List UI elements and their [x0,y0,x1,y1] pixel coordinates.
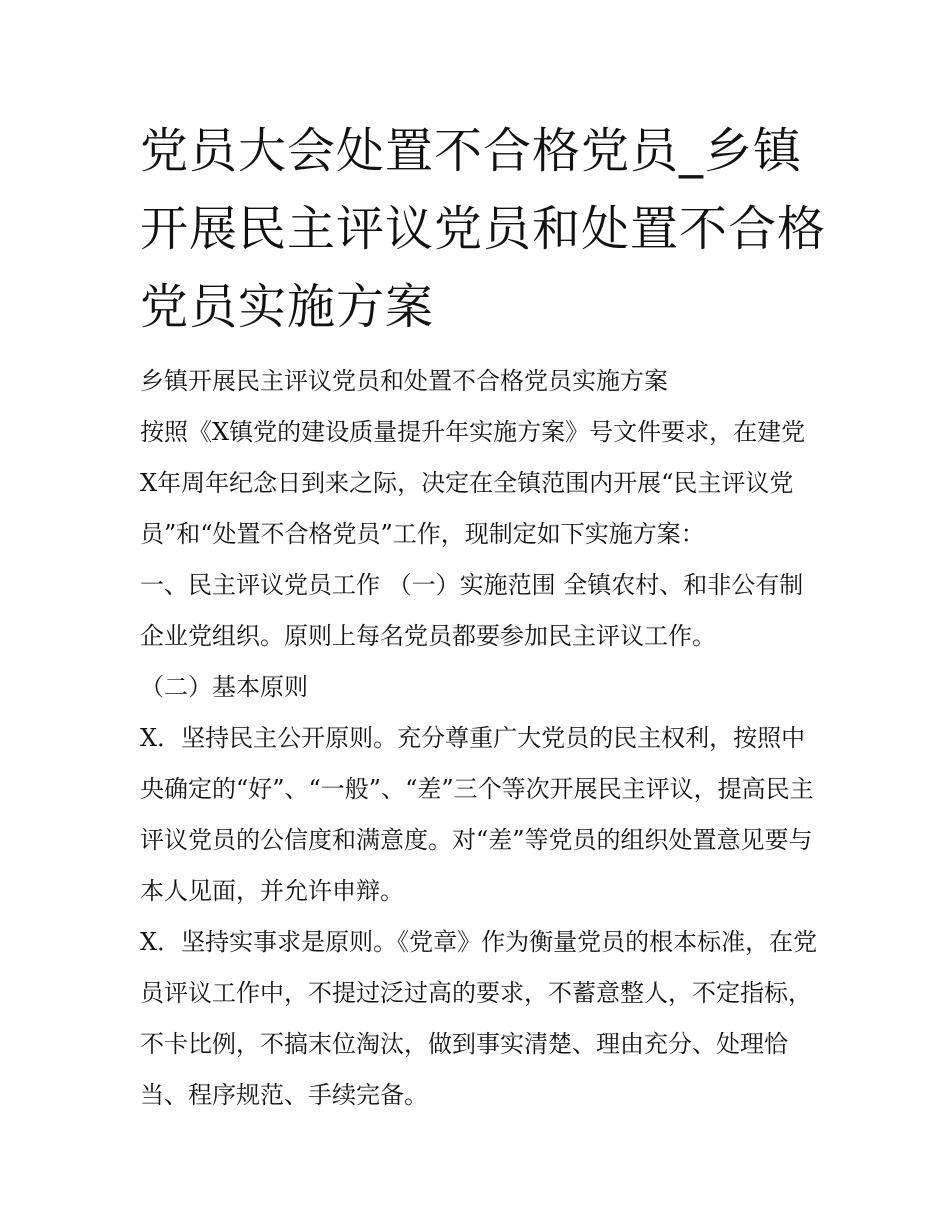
paragraph-subtitle: 乡镇开展民主评议党员和处置不合格党员实施方案 [140,367,668,395]
paragraph-principle-democracy: X．坚持民主公开原则。充分尊重广大党员的民主权利，按照中央确定的“好”、“一般”、“差”三个等次开展民主评议，提高民主评议党员的公信度和满意度。对“差”等党员的组织处置意见要与本人见面，并允许申辩。 [140,724,814,905]
paragraph-basic-principles-heading: （二）基本原则 [140,673,308,701]
paragraph-principle-fact-based: X．坚持实事求是原则。《党章》作为衡量党员的根本标准，在党员评议工作中，不提过泛过高的要求，不蓄意整人，不定指标，不卡比例，不搞末位淘汰，做到事实清楚、理由充分、处理恰当、程序规范、手续完备。 [140,928,818,1109]
paragraph-intro: 按照《X镇党的建设质量提升年实施方案》号文件要求，在建党X年周年纪念日到来之际，决定在全镇范围内开展“民主评议党员”和“处置不合格党员”工作，现制定如下实施方案： [140,418,806,548]
document-title: 党员大会处置不合格党员_乡镇开展民主评议党员和处置不合格党员实施方案 [140,123,827,335]
document-body [140,356,820,1121]
paragraph-section-one-scope: 一、民主评议党员工作 （一）实施范围 全镇农村、和非公有制企业党组织。原则上每名党员都要参加民主评议工作。 [140,571,804,650]
